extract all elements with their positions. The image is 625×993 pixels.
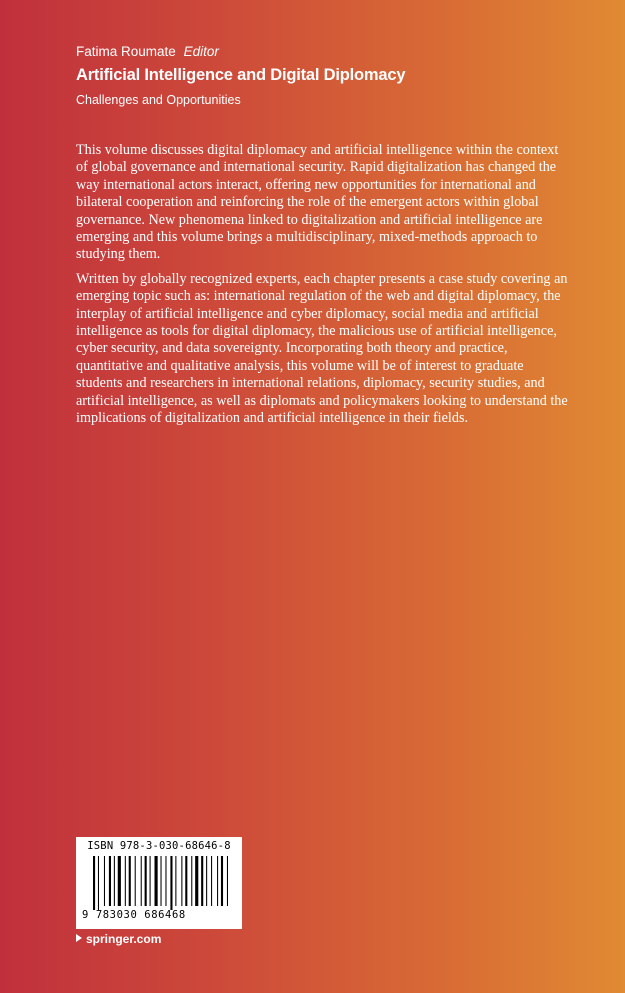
barcode-bar — [181, 856, 182, 906]
barcode-bar — [135, 856, 136, 906]
description-paragraph: Written by globally recognized experts, each chapter presents a case study covering an emerging topic such as: international regulation of the web and digital diplomacy, the interplay of artificial intelligence and cyber diplomacy, social media and artificial intelligence as tools for digital diplomacy, the malicious use of artificial intelligence, cyber security, and data sovereignty. Incorporating both theory and practice, quantitative and qualitative analysis, this volume will be of interest to graduate students and researchers in international relations, diplomacy, security studies, and artificial intelligence, as well as diplomats and policymakers looking to understand the implications of digitalization and artificial intelligence in their fields. — [76, 270, 568, 427]
author-line — [76, 44, 219, 59]
isbn-barcode-box — [76, 837, 242, 929]
barcode-bar — [211, 856, 212, 906]
barcode-digits: 9 783030 686468 — [82, 909, 186, 921]
barcode-bar — [175, 856, 176, 906]
barcode-bar — [150, 856, 151, 906]
barcode-bar — [161, 856, 162, 906]
author-name: Fatima Roumate — [76, 44, 176, 59]
barcode-bar — [185, 856, 187, 906]
author-role: Editor — [183, 44, 219, 59]
barcode-bar — [93, 856, 95, 910]
barcode-bar — [217, 856, 218, 906]
barcode-bar — [170, 856, 172, 910]
book-subtitle: Challenges and Opportunities — [76, 93, 241, 107]
barcode-bar — [195, 856, 198, 906]
barcode-bar — [191, 856, 192, 906]
barcode-bar — [227, 856, 228, 906]
publisher-link[interactable] — [76, 932, 161, 946]
barcode-bar — [221, 856, 223, 906]
barcode-bar — [104, 856, 105, 906]
barcode-bar — [165, 856, 166, 906]
publisher-url: springer.com — [86, 932, 162, 946]
book-description — [76, 142, 573, 435]
isbn-label: ISBN 978-3-030-68646-8 — [87, 840, 231, 852]
barcode-bar — [109, 856, 111, 906]
barcode-bar — [155, 856, 158, 906]
barcode-bar — [118, 856, 121, 906]
book-title: Artificial Intelligence and Digital Diplomacy — [76, 66, 406, 84]
arrow-right-icon — [76, 934, 82, 942]
barcode-bar — [129, 856, 131, 906]
barcode-bar — [145, 856, 147, 906]
barcode-image — [93, 856, 229, 910]
barcode-bar — [98, 856, 99, 910]
description-paragraph: This volume discusses digital diplomacy and artificial intelligence within the context of global governance and international security. Rapid digitalization has changed the way international actors interact, offering new opportunities for international and bilateral cooperation and reinforcing the role of the emergent actors within global governance. New phenomena linked to digitalization and artificial intelligence are emerging and this volume brings a multidisciplinary, mixed-methods approach to studying them. — [76, 142, 559, 263]
barcode-bar — [206, 856, 207, 906]
barcode-bar — [141, 856, 142, 906]
barcode-bar — [201, 856, 203, 906]
barcode-bar — [125, 856, 126, 906]
barcode-bar — [114, 856, 115, 906]
